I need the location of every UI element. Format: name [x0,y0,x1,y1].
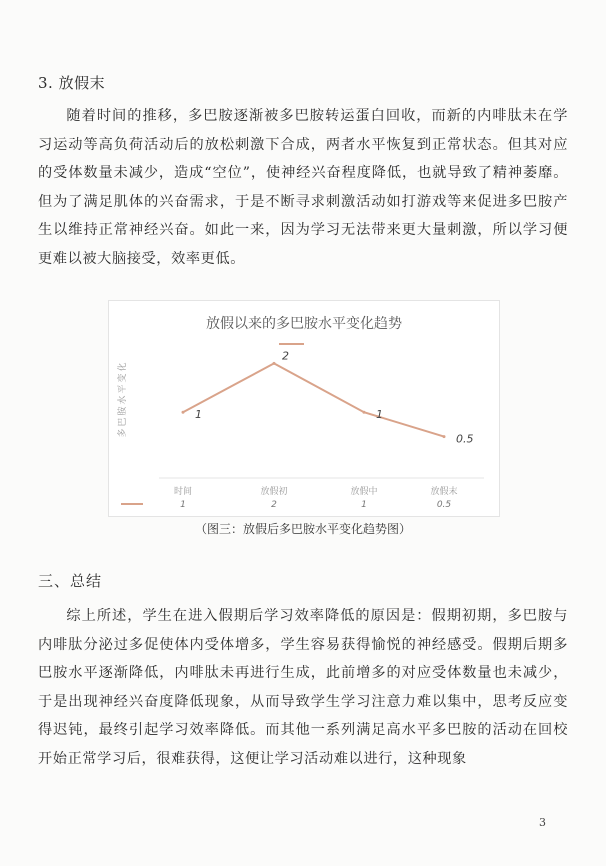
data-point [273,362,276,365]
series-line [183,363,444,436]
chart-title: 放假以来的多巴胺水平变化趋势 [206,316,402,332]
paragraph-summary: 综上所述，学生在进入假期后学习效率降低的原因是：假期初期，多巴胺与内啡肽分泌过多促使体内受体增多，学生容易获得愉悦的神经感受。假期后期多巴胺水平逐渐降低，内啡肽未再进行生成，此前增多的对应受体数量也未减少，于是出现神经兴奋度降低现象，从而导致学生学习注意力难以集中，思考反应变得迟钝，最终引起学习效率降低。而其他一系列满足高水平多巴胺的活动在回校开始正常学习后，很难获得，这便让学习活动难以进行，这种现象 [38,608,568,767]
chart-container [108,300,500,517]
table-value: 1 [180,500,186,510]
data-label: 1 [376,408,383,422]
x-tick-label: 时间 [173,487,193,497]
data-point [363,411,366,414]
table-value: 1 [361,500,367,510]
page-number: 3 [539,816,546,829]
x-tick-label: 放假中 [350,487,378,497]
chart-y-axis-label: 多巴胺水平变化 [118,360,128,438]
data-point [443,435,446,438]
section-heading-summary: 三、总结 [38,572,103,590]
x-tick-label: 放假初 [260,487,288,497]
data-label: 2 [282,349,289,363]
dopamine-line-chart [109,301,499,516]
section-heading-vacation-end: 3. 放假末 [38,74,106,92]
data-label: 1 [195,408,202,422]
data-label: 0.5 [456,432,474,446]
paragraph-vacation-end: 随着时间的推移，多巴胺逐渐被多巴胺转运蛋白回收，而新的内啡肽未在学习运动等高负荷活动后的放松刺激下合成，两者水平恢复到正常状态。但其对应的受体数量未减少，造成“空位”，使神经兴奋程度降低，也就导致了精神萎靡。但为了满足肌体的兴奋需求，于是不断寻求刺激活动如打游戏等来促进多巴胺产生以维持正常神经兴奋。如此一来，因为学习无法带来更大量刺激，所以学习便更难以被大脑接受，效率更低。 [38,108,568,267]
data-point [182,411,185,414]
x-tick-label: 放假末 [430,487,458,497]
table-value: 2 [271,500,277,510]
table-value: 0.5 [436,500,452,510]
figure-caption: （图三：放假后多巴胺水平变化趋势图） [194,522,411,536]
